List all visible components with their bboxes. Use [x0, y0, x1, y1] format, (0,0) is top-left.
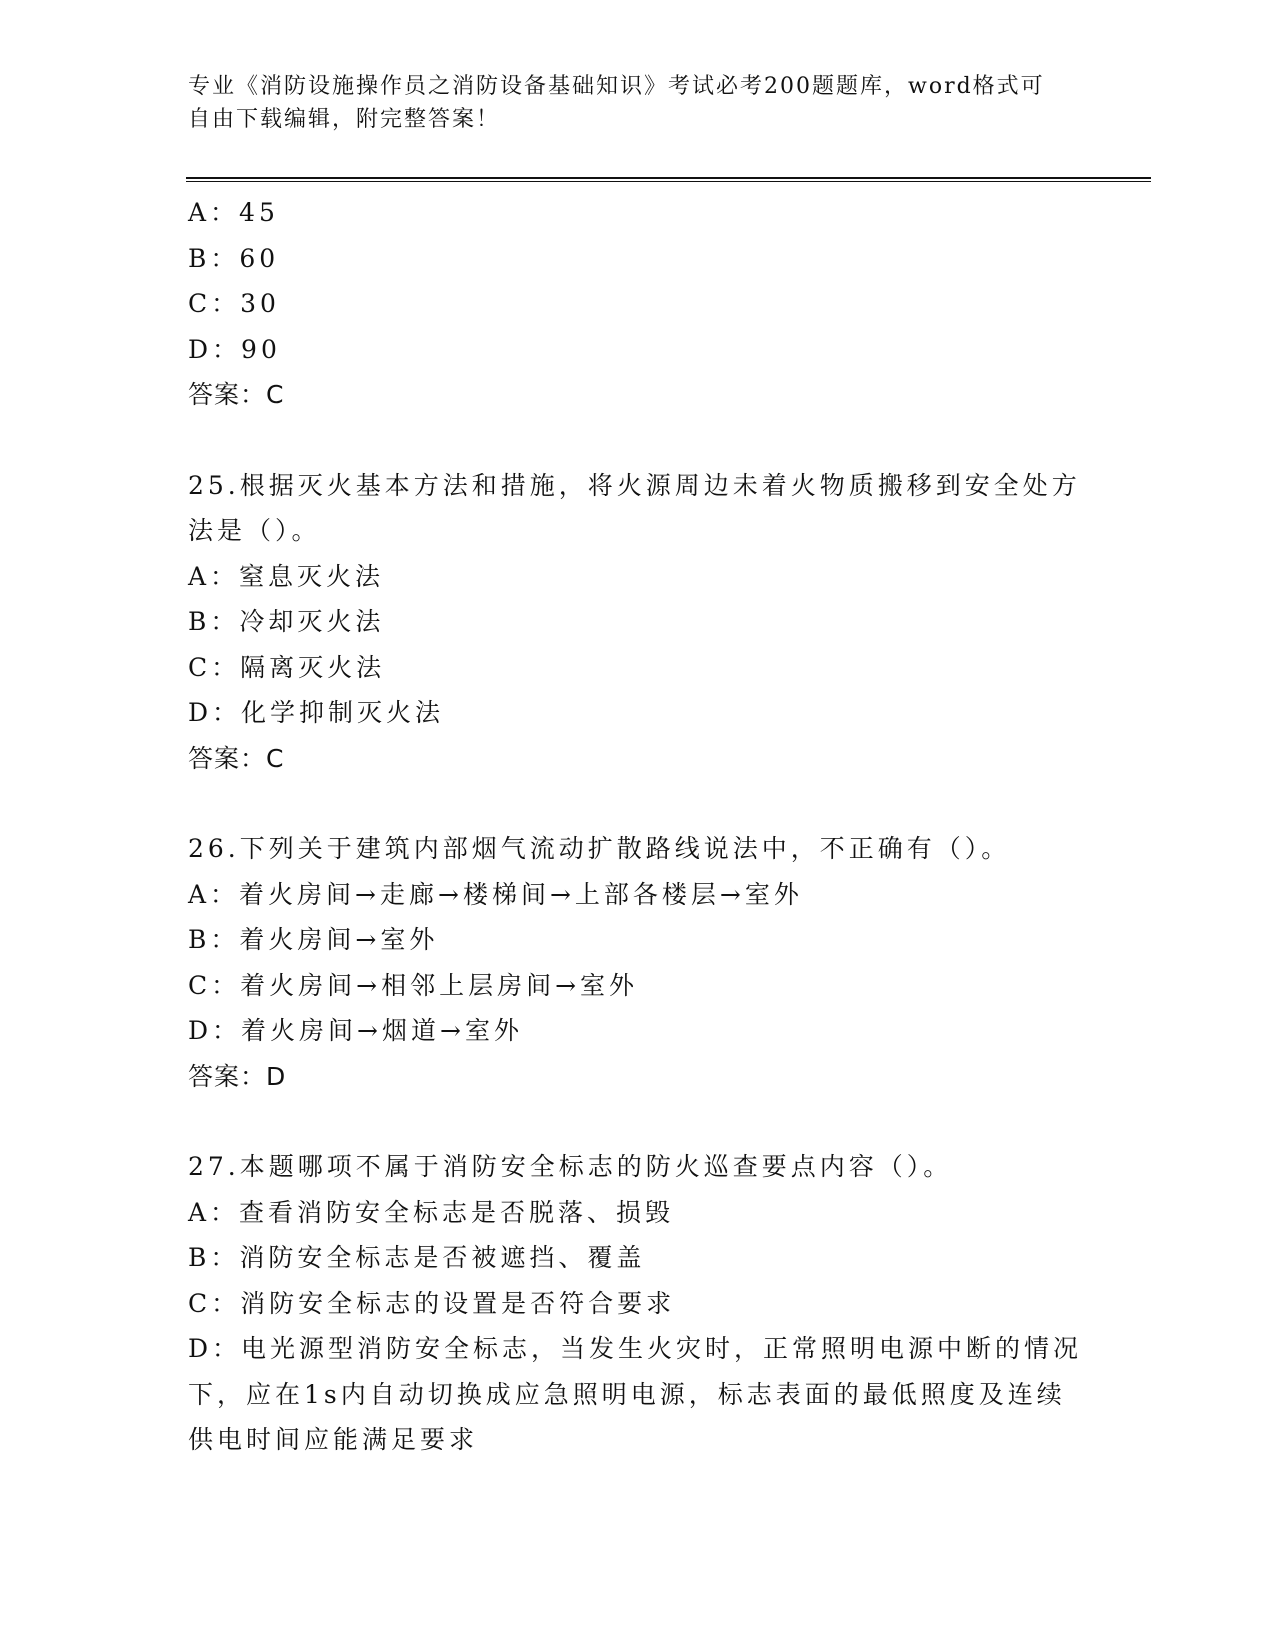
option-b: B：消防安全标志是否被遮挡、覆盖: [188, 1243, 646, 1272]
question-27: [188, 1144, 1083, 1463]
option-c: C：30: [188, 289, 280, 318]
question-text: 27.本题哪项不属于消防安全标志的防火巡查要点内容（）。: [188, 1152, 953, 1181]
question-text: 法是（）。: [188, 516, 321, 545]
option-d: D：着火房间→烟道→室外: [188, 1016, 523, 1045]
option-d: D：90: [188, 334, 281, 364]
header-line-2: 自由下载编辑，附完整答案！: [188, 107, 501, 132]
document-body: [188, 190, 1083, 1463]
document-header: [188, 70, 1088, 136]
header-line-1: 专业《消防设施操作员之消防设备基础知识》考试必考200题题库，word格式可: [188, 74, 1045, 99]
option-c: C：隔离灭火法: [188, 652, 386, 682]
option-b: B：60: [188, 243, 280, 273]
header-divider-thin: [186, 181, 1151, 182]
header-divider: [186, 177, 1151, 179]
option-a: A：窒息灭火法: [188, 561, 385, 591]
option-b: B：着火房间→室外: [188, 925, 439, 954]
option-d-continued: 下，应在1s内自动切换成应急照明电源，标志表面的最低照度及连续: [188, 1379, 1066, 1409]
option-d: D：电光源型消防安全标志，当发生火灾时，正常照明电源中断的情况: [188, 1334, 1083, 1363]
option-a: A：45: [188, 198, 279, 227]
previous-question-block: [188, 190, 1068, 418]
question-26: [188, 826, 1068, 1099]
answer-line: 答案：D: [188, 1061, 287, 1091]
option-b: B：冷却灭火法: [188, 607, 385, 636]
option-c: C：消防安全标志的设置是否符合要求: [188, 1288, 676, 1318]
option-d-continued: 供电时间应能满足要求: [188, 1425, 479, 1454]
option-a: A：着火房间→走廊→楼梯间→上部各楼层→室外: [188, 879, 803, 909]
question-text: 25.根据灭火基本方法和措施，将火源周边未着火物质搬移到安全处方: [188, 470, 1081, 500]
option-c: C：着火房间→相邻上层房间→室外: [188, 970, 639, 1000]
option-d: D：化学抑制灭火法: [188, 698, 445, 727]
option-a: A：查看消防安全标志是否脱落、损毁: [188, 1197, 675, 1227]
question-text: 26.下列关于建筑内部烟气流动扩散路线说法中，不正确有（）。: [188, 834, 1011, 863]
question-25: [188, 463, 1081, 782]
answer-line: 答案：C: [188, 380, 285, 409]
answer-line: 答案：C: [188, 743, 285, 773]
